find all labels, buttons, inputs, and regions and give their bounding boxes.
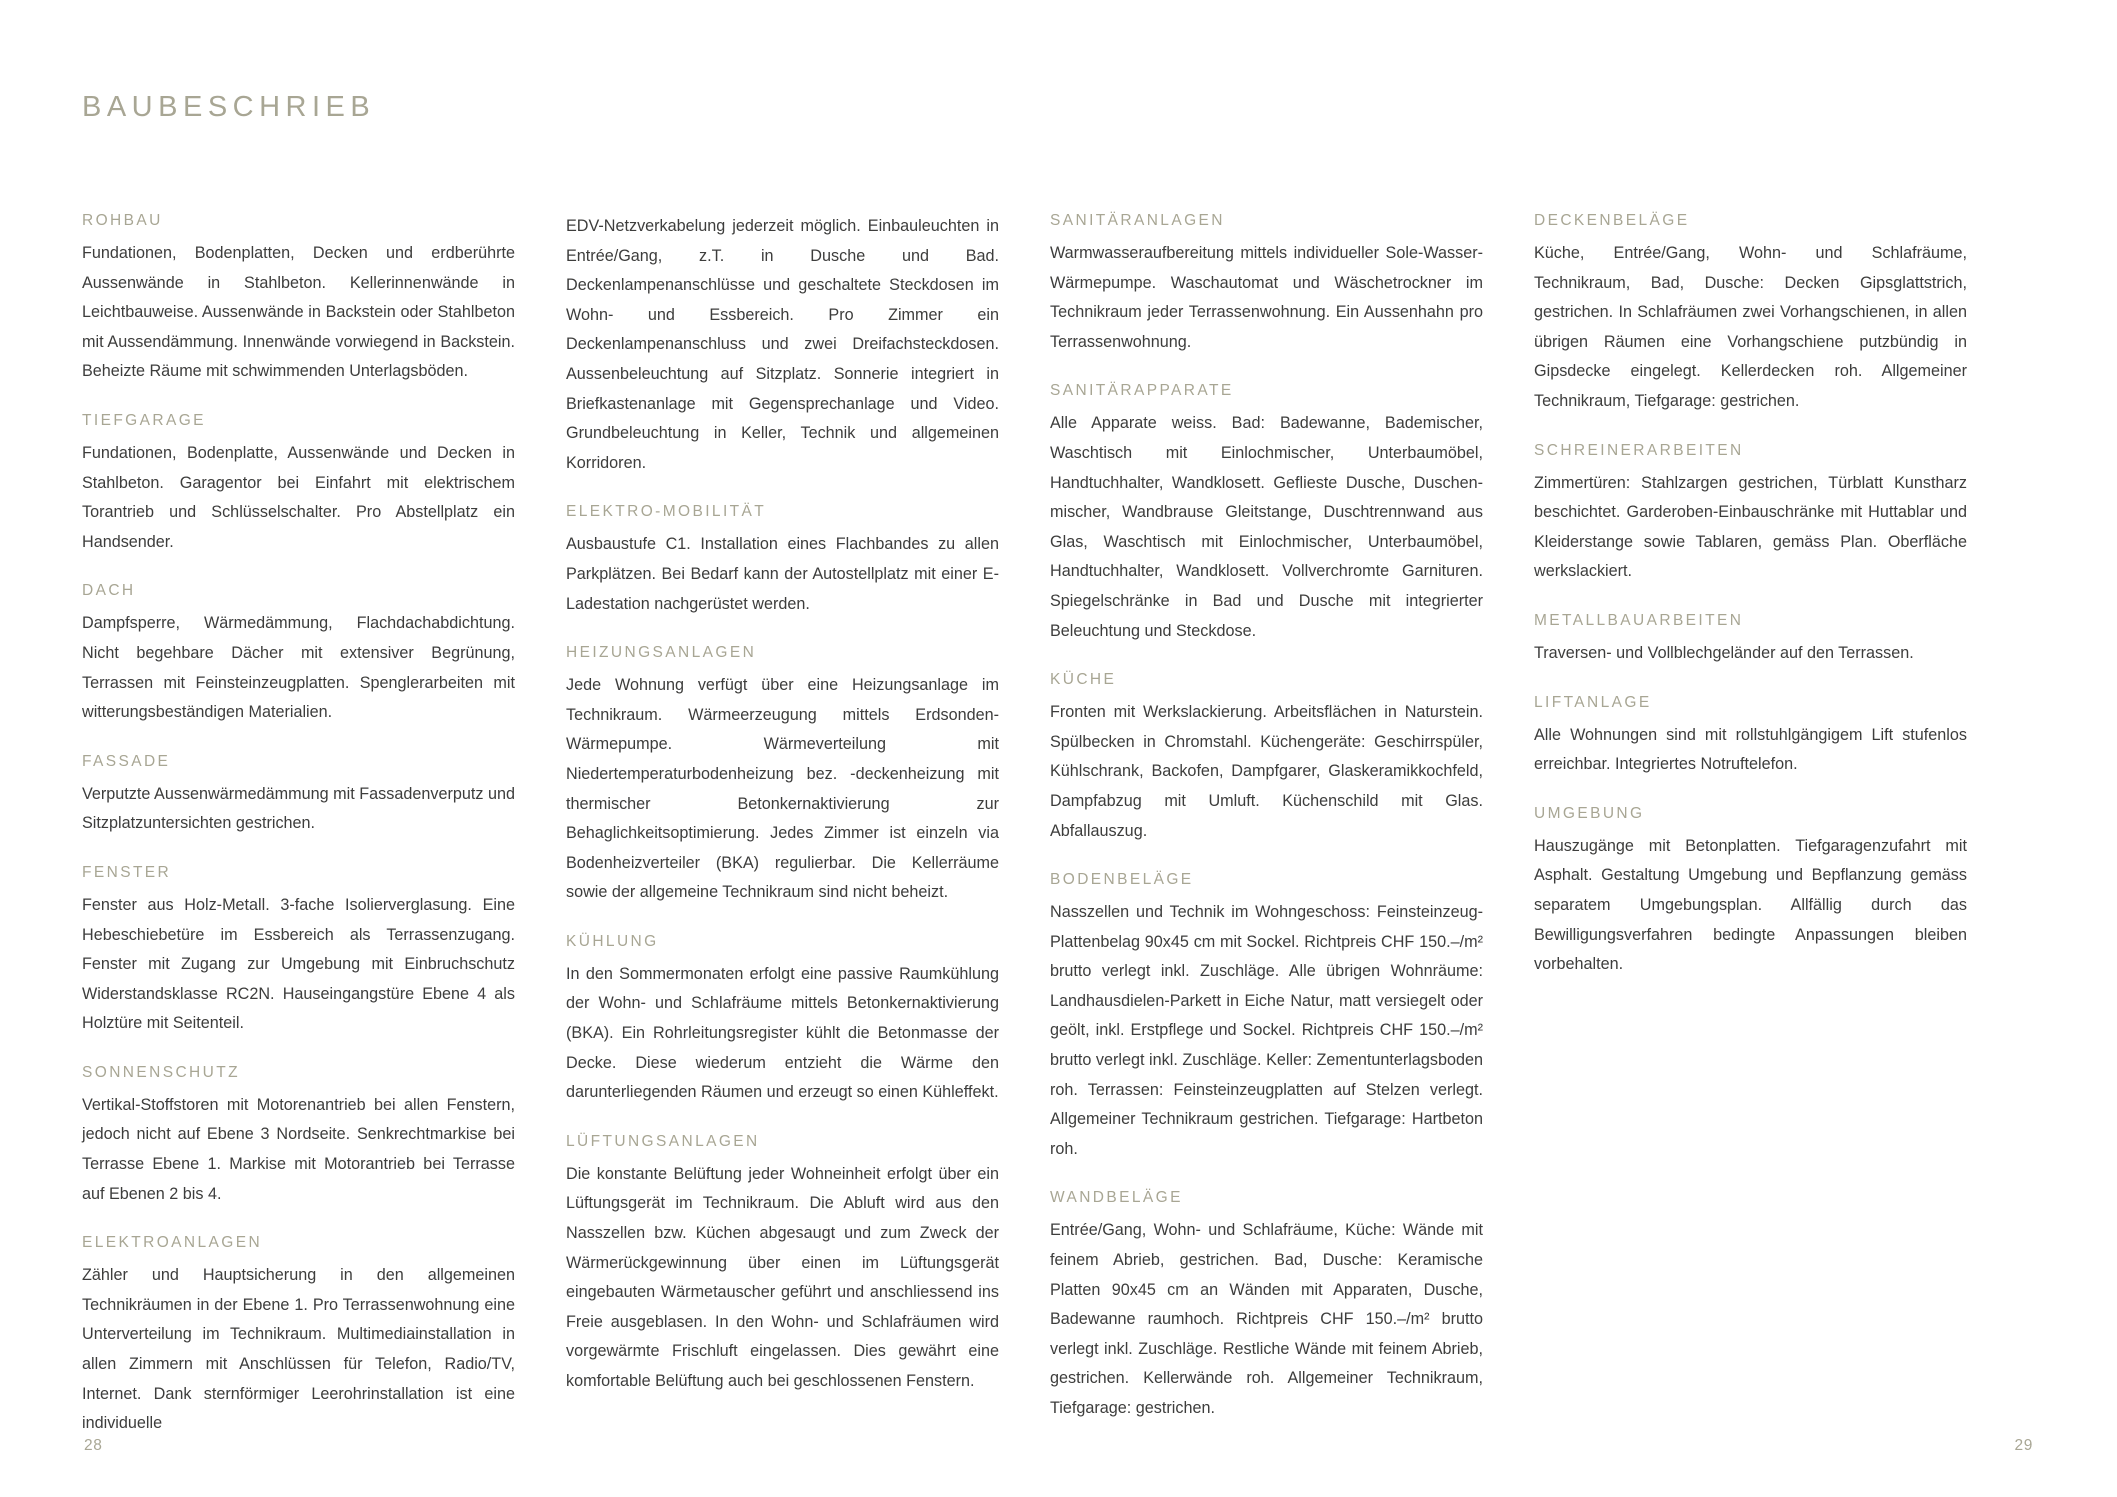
page-title: BAUBESCHRIEB xyxy=(82,91,376,124)
section-heading: ROHBAU xyxy=(82,212,163,229)
section-wandbelaege xyxy=(1050,1189,1483,1423)
section-elektro-mobilitaet xyxy=(566,503,999,619)
section-body: Nasszellen und Technik im Wohngeschoss: Feinsteinzeug-Plattenbelag 90x45 cm mit Sockel. Richtpreis CHF 150.–/m² brutto verlegt inkl. Zuschläge. Alle übrigen Wohnräume: Landhausdielen-Parkett in Eiche Natur, matt versiegelt oder geölt, inkl. Erstpflege und Sockel. Richtpreis CHF 150.–/m² brutto verlegt inkl. Zuschläge. Keller: Zementunterlagsboden roh. Terrassen: Feinsteinzeugplatten auf Stelzen verlegt. Allgemeiner Technikraum gestrichen. Tiefgarage: Hartbeton roh. xyxy=(1050,903,1483,1158)
section-dach xyxy=(82,582,515,727)
section-heading: ELEKTROANLAGEN xyxy=(82,1234,263,1252)
section-body: Entrée/Gang, Wohn- und Schlafräume, Küche: Wände mit feinem Abrieb, gestrichen. Bad, Dusche: Keramische Platten 90x45 cm an Wänden mit Apparaten, Dusche, Badewanne raumhoch. Richtpreis CHF 150.–/m² brutto verlegt inkl. Zuschläge. Restliche Wände mit feinem Abrieb, gestrichen. Kellerwände roh. Allgemeiner Technikraum, Tiefgarage: gestrichen. xyxy=(1050,1221,1483,1417)
section-fassade xyxy=(82,753,515,839)
section-heading: SANITÄRAPPARATE xyxy=(1050,382,1234,400)
section-heading: LIFTANLAGE xyxy=(1534,693,1652,711)
section-heading: KÜCHE xyxy=(1050,671,1117,689)
section-body: Fenster aus Holz-Metall. 3-fache Isolierverglasung. Eine Hebeschiebetüre im Essbereich als Terrassenzugang. Fenster mit Zugang zur Umgebung mit Einbruchschutz Widerstandsklasse RC2N. Hauseingangstüre Ebene 4 als Holztüre mit Seitenteil. xyxy=(82,895,515,1033)
section-body: Alle Apparate weiss. Bad: Badewanne, Bademischer, Waschtisch mit Einlochmischer, Unterbaumöbel, Handtuchhalter, Wandklosett. Geflieste Dusche, Duschen-mischer, Wandbrause Gleitstange, Duschtrennwand aus Glas, Waschtisch mit Einlochmischer, Unterbaumöbel, Handtuchhalter, Wandklosett. Vollverchromte Garnituren. Spiegelschränke in Bad und Dusche mit integrierter Beleuchtung und Steckdose. xyxy=(1050,414,1483,640)
section-heading: UMGEBUNG xyxy=(1534,804,1645,822)
section-heading: BODENBELÄGE xyxy=(1050,871,1194,889)
column-4 xyxy=(1534,212,1967,1439)
section-heading: SCHREINERARBEITEN xyxy=(1534,441,1744,459)
section-lueftungsanlagen xyxy=(566,1133,999,1397)
section-body: Fronten mit Werkslackierung. Arbeitsflächen in Naturstein. Spülbecken in Chromstahl. Küchengeräte: Geschirrspüler, Kühlschrank, Backofen, Dampfgarer, Glaskeramikkochfeld, Dampfabzug mit Umluft. Küchenschild mit Glas. Abfallauszug. xyxy=(1050,703,1483,840)
section-sanitaerapparate xyxy=(1050,382,1483,646)
section-schreinerarbeiten xyxy=(1534,442,1967,587)
section-sanitaeranlagen xyxy=(1050,212,1483,357)
section-elektroanlagen xyxy=(82,1234,515,1439)
section-kueche xyxy=(1050,671,1483,846)
section-body: Jede Wohnung verfügt über eine Heizungsanlage im Technikraum. Wärmeerzeugung mittels Erdsonden-Wärmepumpe. Wärmeverteilung mit Niedertemperaturbodenheizung bez. -deckenheizung mit thermischer Betonkernaktivierung zur Behaglichkeitsoptimierung. Jedes Zimmer ist einzeln via Bodenheizverteiler (BKA) regulierbar. Die Kellerräume sowie der allgemeine Technikraum sind nicht beheizt. xyxy=(566,676,999,902)
section-body: Traversen- und Vollblechgeländer auf den Terrassen. xyxy=(1534,643,1914,662)
section-heading: TIEFGARAGE xyxy=(82,411,206,429)
section-liftanlage xyxy=(1534,694,1967,780)
section-heading: WANDBELÄGE xyxy=(1050,1189,1183,1207)
section-deckenbelaege xyxy=(1534,212,1967,417)
section-body: In den Sommermonaten erfolgt eine passive Raumkühlung der Wohn- und Schlafräume mittels Betonkernaktivierung (BKA). Ein Rohrleitungsregister kühlt die Betonmasse der Decke. Diese wiederum entzieht die Wärme den darunterliegenden Räumen und erzeugt so einen Kühleffekt. xyxy=(566,964,999,1102)
section-body: EDV-Netzverkabelung jederzeit möglich. Einbauleuchten in Entrée/Gang, z.T. in Dusche und Bad. Deckenlampenanschlüsse und geschaltete Steckdosen im Wohn- und Essbereich. Pro Zimmer ein Deckenlampenanschluss und zwei Dreifachsteckdosen. Aussenbeleuchtung auf Sitzplatz. Sonnerie integriert in Briefkastenanlage mit Gegensprechanlage und Video. Grundbeleuchtung in Keller, Technik und allgemeinen Korridoren. xyxy=(566,217,999,472)
section-heading: HEIZUNGSANLAGEN xyxy=(566,644,757,662)
section-bodenbelaege xyxy=(1050,871,1483,1164)
column-3 xyxy=(1050,212,1483,1439)
column-1 xyxy=(82,212,515,1439)
section-heading: LÜFTUNGSANLAGEN xyxy=(566,1132,760,1150)
section-heading: FENSTER xyxy=(82,863,172,881)
column-2 xyxy=(566,212,999,1439)
section-body: Dampfsperre, Wärmedämmung, Flachdachabdichtung. Nicht begehbare Dächer mit extensiver Begrünung, Terrassen mit Feinsteinzeugplatten. Spenglerarbeiten mit witterungsbeständigen Materialien. xyxy=(82,614,515,722)
section-body: Ausbaustufe C1. Installation eines Flachbandes zu allen Parkplätzen. Bei Bedarf kann der Autostellplatz mit einer E-Ladestation nachgerüstet werden. xyxy=(566,535,999,613)
section-body: Vertikal-Stoffstoren mit Motorenantrieb bei allen Fenstern, jedoch nicht auf Ebene 3 Nordseite. Senkrechtmarkise bei Terrasse Ebene 1. Markise mit Motorantrieb bei Terrasse auf Ebenen 2 bis 4. xyxy=(82,1095,515,1203)
section-metallbauarbeiten xyxy=(1534,612,1967,669)
section-body: Küche, Entrée/Gang, Wohn- und Schlafräume, Technikraum, Bad, Dusche: Decken Gipsglattstrich, gestrichen. In Schlafräumen zwei Vorhangschienen, in allen übrigen Räumen eine Vorhangschiene putzbündig in Gipsdecke eingelegt. Kellerdecken roh. Allgemeiner Technikraum, Tiefgarage: gestrichen. xyxy=(1534,244,1967,410)
section-body: Fundationen, Bodenplatten, Decken und erdberührte Aussenwände in Stahlbeton. Kellerinnenwände in Leichtbauweise. Aussenwände in Backstein oder Stahlbeton mit Aussendämmung. Innenwände vorwiegend in Backstein. Beheizte Räume mit schwimmenden Unterlagsböden. xyxy=(82,244,515,381)
section-heading: FASSADE xyxy=(82,752,171,770)
section-heading: ELEKTRO-MOBILITÄT xyxy=(566,503,767,521)
section-body: Warmwasseraufbereitung mittels individueller Sole-Wasser-Wärmepumpe. Waschautomat und Wäschetrockner im Technikraum jeder Terrassenwohnung. Ein Aussenhahn pro Terrassenwohnung. xyxy=(1050,244,1483,351)
section-body: Zähler und Hauptsicherung in den allgemeinen Technikräumen in der Ebene 1. Pro Terrassenwohnung eine Unterverteilung im Technikraum. Multimediainstallation in allen Zimmern mit Anschlüssen für Telefon, Radio/TV, Internet. Dank sternförmiger Leerohrinstallation ist eine individuelle xyxy=(82,1266,515,1433)
section-heading: KÜHLUNG xyxy=(566,932,659,950)
section-sonnenschutz xyxy=(82,1064,515,1209)
section-tiefgarage xyxy=(82,412,515,557)
section-heizungsanlagen xyxy=(566,644,999,908)
section-body: Fundationen, Bodenplatte, Aussenwände und Decken in Stahlbeton. Garagentor bei Einfahrt mit elektrischem Torantrieb und Schlüsselschalter. Pro Abstellplatz ein Handsender. xyxy=(82,443,515,551)
section-heading: DACH xyxy=(82,582,136,600)
section-rohbau xyxy=(82,212,515,387)
section-body: Verputzte Aussenwärmedämmung mit Fassadenverputz und Sitzplatzuntersichten gestrichen. xyxy=(82,784,515,833)
section-body: Zimmertüren: Stahlzargen gestrichen, Türblatt Kunstharz beschichtet. Garderoben-Einbauschränke mit Huttablar und Kleiderstange sowie Tablaren, gemäss Plan. Oberfläche werkslackiert. xyxy=(1534,473,1967,581)
page-number-left: 28 xyxy=(84,1437,103,1454)
section-heading: METALLBAUARBEITEN xyxy=(1534,611,1744,629)
section-heading: SANITÄRANLAGEN xyxy=(1050,212,1225,229)
content-columns xyxy=(82,212,2040,1439)
section-heading: SONNENSCHUTZ xyxy=(82,1063,240,1081)
section-kuehlung xyxy=(566,933,999,1108)
section-heading: DECKENBELÄGE xyxy=(1534,212,1690,229)
section-body: Hauszugänge mit Betonplatten. Tiefgaragenzufahrt mit Asphalt. Gestaltung Umgebung und Bepflanzung gemäss separatem Umgebungsplan. Allfällig durch das Bewilligungsverfahren bedingte Anpassungen bleiben vorbehalten. xyxy=(1534,836,1967,974)
section-umgebung xyxy=(1534,805,1967,980)
section-elektroanlagen-continued xyxy=(566,212,999,478)
page-number-right: 29 xyxy=(2014,1437,2033,1454)
section-body: Alle Wohnungen sind mit rollstuhlgängigem Lift stufenlos erreichbar. Integriertes Notruftelefon. xyxy=(1534,725,1967,774)
section-fenster xyxy=(82,864,515,1039)
section-body: Die konstante Belüftung jeder Wohneinheit erfolgt über ein Lüftungsgerät im Technikraum. Die Abluft wird aus den Nasszellen bzw. Küchen abgesaugt und zum Zweck der Wärmerückgewinnung über einen im Lüftungsgerät eingebauten Wärmetauscher geführt und anschliessend ins Freie ausgeblasen. In den Wohn- und Schlafräumen wird vorgewärmte Frischluft eingelassen. Dies gewährt eine komfortable Belüftung auch bei geschlossenen Fenstern. xyxy=(566,1164,999,1390)
